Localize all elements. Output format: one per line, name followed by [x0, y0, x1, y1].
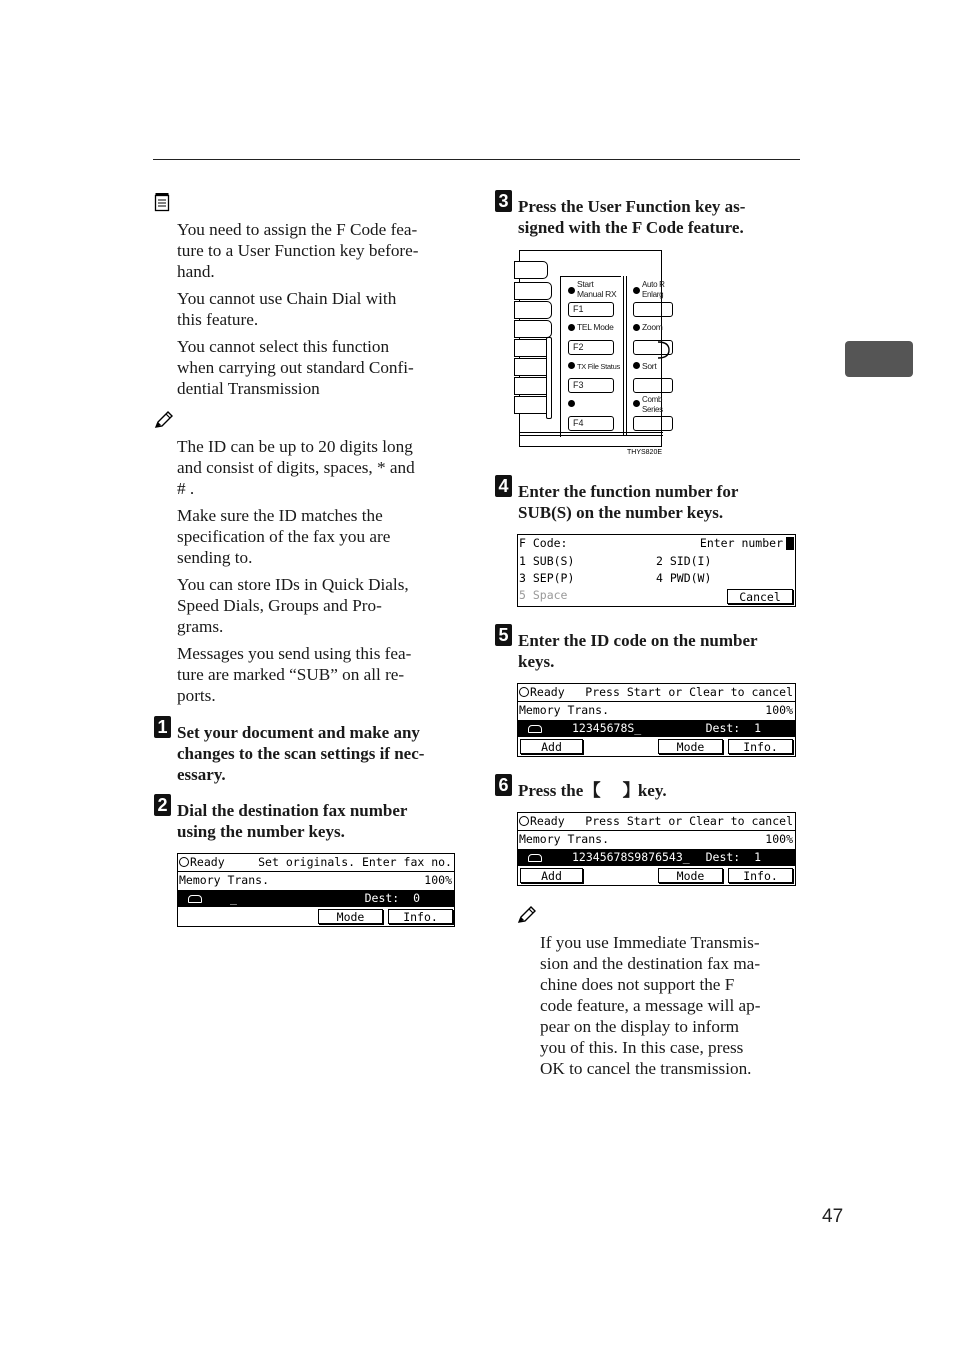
f2-key[interactable]: F2: [568, 340, 614, 355]
add-button[interactable]: Add: [520, 739, 583, 754]
lcd-option-3[interactable]: 3 SEP(P): [519, 571, 575, 585]
step-5-text: Enter the ID code on the number keys.: [518, 631, 758, 671]
tip-para-3: You can store IDs in Quick Dials, Speed Dials, Groups and Pro- grams.: [177, 575, 409, 636]
key-bracket-close: 】: [622, 781, 640, 800]
pencil-icon: [153, 410, 175, 430]
ready-icon: [519, 816, 529, 826]
info-button[interactable]: Info.: [728, 739, 793, 754]
phone-icon: [528, 854, 542, 862]
auto-label: Auto R: [642, 280, 665, 289]
indicator-led: [633, 362, 640, 369]
lcd-entry: 12345678S_: [572, 721, 642, 735]
f1-key[interactable]: F1: [568, 302, 614, 317]
note-para-1: You need to assign the F Code fea- ture to a User Function key before- hand.: [177, 220, 419, 281]
lcd-mode-line: Memory Trans.: [519, 832, 610, 846]
tip-para-2: Make sure the ID matches the specification of the fax you are sending to.: [177, 506, 391, 567]
add-button[interactable]: Add: [520, 868, 583, 883]
lcd-display-id-complete: [517, 812, 796, 886]
lcd-option-5[interactable]: 5 Space: [519, 588, 568, 602]
info-button[interactable]: Info.: [728, 868, 793, 883]
lcd-mode-line: Memory Trans.: [179, 873, 270, 887]
step-3-text: Press the User Function key as- signed with the F Code feature.: [518, 197, 746, 237]
mode-button[interactable]: Mode: [658, 739, 723, 754]
enlarge-label: Enlarg: [642, 290, 664, 299]
lcd-option-1[interactable]: 1 SUB(S): [519, 554, 575, 568]
tip-para-1: The ID can be up to 20 digits long and consist of digits, spaces, * and # .: [177, 437, 415, 498]
note-icon: [154, 192, 171, 212]
lcd-percent: 100%: [765, 832, 793, 846]
key-bracket-open: 【: [583, 781, 601, 800]
immediate-transmission-tip: If you use Immediate Transmis- sion and the destination fax ma- chine does not support the F code feature, a message will ap- pear on the display to inform you of this. In this case, press OK to cancel the transmission.: [540, 933, 761, 1078]
lcd-display-fcode: [517, 534, 796, 607]
lcd-dest: Dest: 1: [705, 850, 761, 864]
lcd-message: Press Start or Clear to cancel: [585, 685, 793, 699]
page-number: 47: [822, 1206, 844, 1227]
lcd-percent: 100%: [765, 703, 793, 717]
indicator-led: [633, 287, 640, 294]
panel-right-key[interactable]: [633, 378, 673, 393]
illustration-code: THYS820E: [627, 449, 663, 456]
lcd-option-2[interactable]: 2 SID(I): [656, 554, 712, 568]
panel-key[interactable]: [514, 261, 548, 279]
lcd-status: Ready: [530, 685, 565, 699]
lcd-option-4[interactable]: 4 PWD(W): [656, 571, 712, 585]
lcd-status: Ready: [530, 814, 565, 828]
comb-label: Comb: [642, 395, 663, 404]
step-number-3: 3: [495, 190, 512, 212]
lcd-percent: 100%: [424, 873, 452, 887]
step-1-text: Set your document and make any changes to the scan settings if nec- essary.: [177, 723, 425, 784]
panel-right-key[interactable]: [633, 302, 673, 317]
zoom-label: Zoom: [642, 322, 663, 332]
tx-file-status-label: TX File Status: [577, 362, 620, 371]
indicator-led: [568, 324, 575, 331]
step-4-text: Enter the function number for SUB(S) on the number keys.: [518, 482, 739, 522]
chapter-tab: [845, 341, 913, 377]
panel-key[interactable]: [514, 282, 552, 300]
step-6-text: [518, 780, 718, 801]
manual-rx-label: Manual RX: [577, 289, 617, 299]
pointer-bracket: [657, 338, 677, 362]
indicator-led: [568, 400, 575, 407]
step-6-suffix: key.: [637, 781, 667, 800]
note-para-2: You cannot use Chain Dial with this feature.: [177, 289, 397, 329]
step-number-4: 4: [495, 475, 512, 497]
ready-icon: [179, 857, 189, 867]
note-para-3: You cannot select this function when carrying out standard Confi- dential Transmission: [177, 337, 414, 398]
lcd-entry: 12345678S9876543_: [572, 850, 690, 864]
sort-label: Sort: [642, 361, 657, 371]
lcd-message: Press Start or Clear to cancel: [585, 814, 793, 828]
step-number-5: 5: [495, 624, 512, 646]
lcd-status: Ready: [190, 855, 225, 869]
pencil-icon: [516, 905, 538, 925]
indicator-led: [633, 324, 640, 331]
lcd-entry: _: [230, 891, 237, 905]
f4-key[interactable]: F4: [568, 416, 614, 431]
panel-right-key[interactable]: [633, 416, 673, 431]
indicator-led: [633, 400, 640, 407]
panel-key[interactable]: [514, 301, 552, 319]
start-label: Start: [577, 279, 594, 289]
step-number-6: 6: [495, 774, 512, 796]
series-label: Series: [642, 405, 663, 414]
lcd-fcode-prompt: Enter number: [699, 536, 783, 550]
lcd-mode-line: Memory Trans.: [519, 703, 610, 717]
lcd-message: Set originals. Enter fax no.: [258, 855, 452, 869]
header-rule: [153, 159, 800, 160]
lcd-display-dial: [177, 853, 455, 927]
step-2-text: Dial the destination fax number using the number keys.: [177, 801, 408, 841]
info-button[interactable]: Info.: [388, 909, 453, 924]
step-6-prefix: Press the: [518, 781, 584, 800]
lcd-display-id-entry: [517, 683, 796, 757]
panel-key[interactable]: [514, 320, 552, 338]
indicator-led: [568, 287, 575, 294]
lcd-fcode-title: F Code:: [519, 536, 568, 550]
indicator-led: [568, 362, 575, 369]
cancel-button[interactable]: Cancel: [727, 589, 793, 604]
lcd-dest: Dest: 0: [364, 891, 420, 905]
tel-mode-label: TEL Mode: [577, 322, 614, 332]
f3-key[interactable]: F3: [568, 378, 614, 393]
step-number-1: 1: [154, 716, 171, 738]
cursor-block: [786, 537, 794, 550]
phone-icon: [188, 895, 202, 903]
ready-icon: [519, 687, 529, 697]
step-number-2: 2: [154, 794, 171, 816]
lcd-dest: Dest: 1: [705, 721, 761, 735]
mode-button[interactable]: Mode: [318, 909, 383, 924]
control-panel-illustration: [519, 250, 665, 447]
tip-para-4: Messages you send using this fea- ture are marked “SUB” on all re- ports.: [177, 644, 412, 705]
mode-button[interactable]: Mode: [658, 868, 723, 883]
phone-icon: [528, 725, 542, 733]
